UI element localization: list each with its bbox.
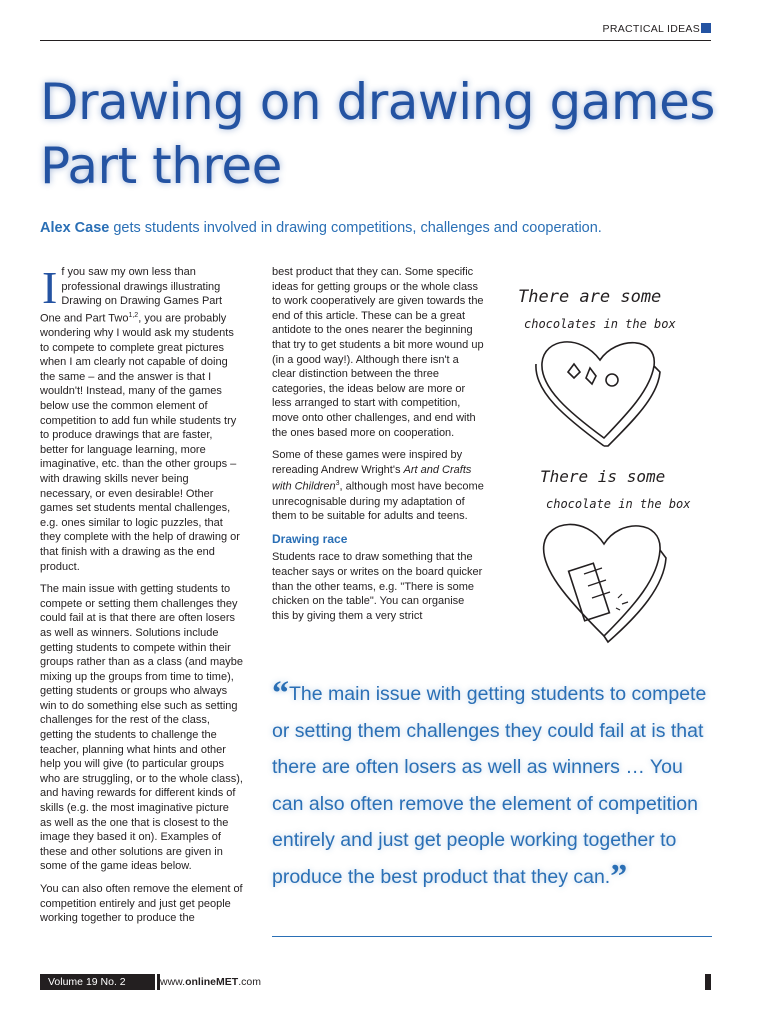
standfirst-text: gets students involved in drawing competitions, challenges and cooperation. [113, 220, 602, 236]
caption-2-line-1: There is some [540, 467, 666, 486]
paragraph [272, 448, 484, 524]
paragraph-text: Some of these games were inspired by rereading Andrew Wright's [272, 449, 463, 476]
footer-divider [155, 974, 157, 990]
author-name: Alex Case [40, 220, 110, 236]
paragraph-text: , you are probably wondering why I would ask my students to compete to complete great pictures when I am clearly not capable of doing the same – and the answer is that I wouldn't! Instead, many of the games below use the common element of competition to add fun while students try to produce drawings that are faster, better for language learning, more imaginative, etc. than the other groups – with drawing skills never being necessary, or even desirable! Other games set students mental challenges, e.g. ones similar to logic puzzles, that they complete with the help of drawing or that finish with a drawing as the end product. [40, 312, 240, 573]
section-label: PRACTICAL IDEAS [602, 23, 700, 35]
drop-cap: I [42, 262, 58, 313]
paragraph: The main issue with getting students to compete or setting them challenges they could fail at is that there are often losers as well as winners. Solutions include getting students to compete within their groups rather than as a class (and maybe mixing up the groups from time to time), getting students or groups who always win to do something else such as setting challenges for the rest of the class, getting the students to challenge the teacher, planning what hints and other help you will give (to particular groups who are struggling, or to the whole class), and having rewards for different kinds of skills (e.g. the most imaginative picture as well as the one that is closest to the image they based it on). Examples of these and other solutions are given in some of the game ideas below. [40, 583, 244, 873]
paragraph-text: , although most have become unrecognisable during my adaptation of them to be suitable for adults and teens. [272, 480, 484, 523]
chocolate-box-illustration [500, 268, 712, 653]
heart-box-1 [536, 342, 660, 446]
paragraph [40, 262, 243, 574]
caption-1-line-1: There are some [518, 287, 662, 307]
pull-quote-text: The main issue with getting students to compete or setting them challenges they could fail at is that there are often losers as well as winners … You can also often remove the element of competition entirely and just get people working together to produce the best product that they can. [272, 683, 707, 888]
close-quote-mark: ” [610, 857, 628, 895]
url-brand: onlineMET [185, 976, 239, 988]
pull-quote [272, 676, 712, 895]
issue-info: Volume 19 No. 2 [48, 976, 126, 988]
caption-2-line-2: chocolate in the box [546, 497, 691, 511]
page-footer [40, 974, 711, 990]
url-suffix: .com [238, 976, 261, 988]
header-rule [40, 40, 711, 41]
standfirst [40, 220, 740, 236]
footnote-ref: 1,2 [128, 311, 139, 319]
body-column-2 [272, 265, 484, 631]
paragraph: best product that they can. Some specific ideas for getting groups or the whole class to work cooperatively are given towards the end of this article. These can be a great antidote to the ones nearer the beginning that try to get students a bit more wound up (in a good way!). Although there isn't a clear distinction between the three categories, the ideas below are more or less arranged to start with competition, move onto other challenges, and end with the ones based more on cooperation. [272, 266, 484, 439]
paragraph: Students race to draw something that the teacher says or writes on the board quicker than the other teams, e.g. "There is some chicken on the table". You can organise this by giving them a very strict [272, 551, 483, 622]
caption-1-line-2: chocolates in the box [524, 317, 676, 331]
book-title: Art and Crafts with Children [272, 463, 472, 493]
pull-quote-rule [272, 936, 712, 937]
paragraph: You can also often remove the element of competition entirely and just get people working together to produce the [40, 883, 243, 925]
footnote-ref: 3 [335, 480, 340, 488]
title-line-2: Part three [40, 137, 282, 195]
paragraph-text: f you saw my own less than professional drawings illustrating Drawing on Drawing Games Part One and Part Two [40, 266, 223, 325]
article-title [40, 70, 730, 198]
title-line-1: Drawing on drawing games [40, 73, 715, 131]
body-column-1 [40, 262, 244, 934]
website-link[interactable] [160, 974, 705, 990]
url-prefix: www. [160, 976, 186, 988]
subheading: Drawing race [272, 531, 348, 546]
heart-box-2 [544, 524, 666, 642]
page-number: 21 [689, 976, 701, 988]
open-quote-mark: “ [272, 675, 289, 712]
section-marker [701, 23, 711, 33]
